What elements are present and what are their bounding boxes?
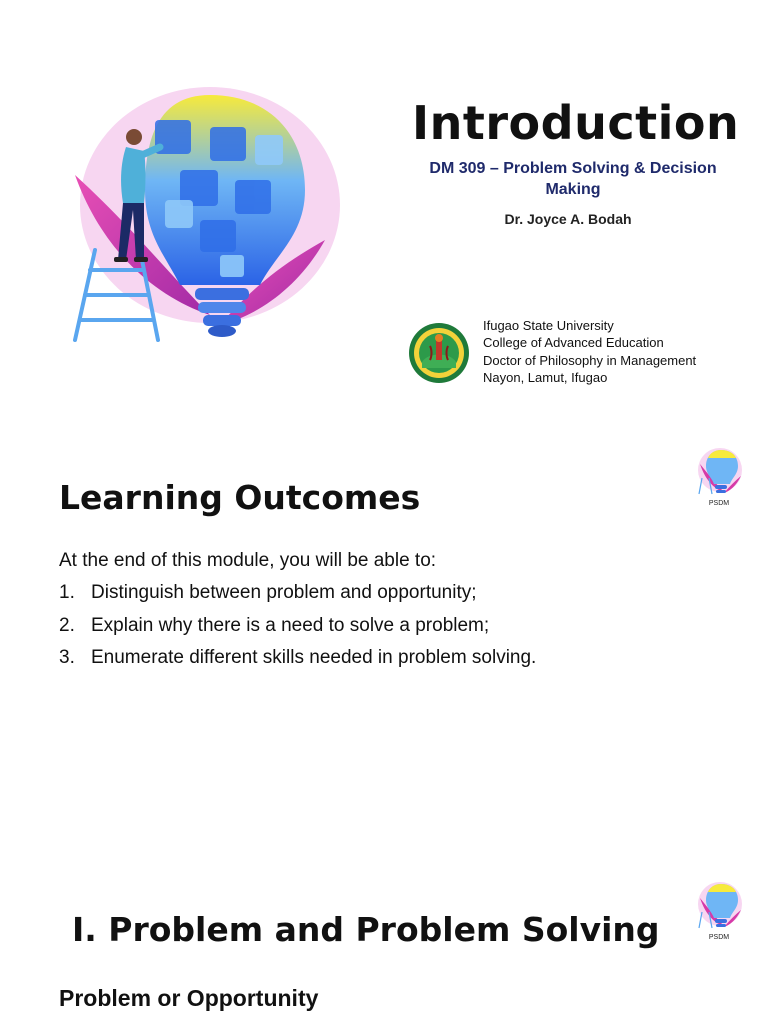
course-subtitle: DM 309 – Problem Solving & Decision Making [429, 160, 717, 198]
university-seal-logo [408, 322, 470, 384]
psdm-logo [694, 444, 744, 510]
list-item-text: Distinguish between problem and opportunity; [91, 582, 477, 603]
psdm-logo [694, 878, 744, 944]
list-item-number: 3. [59, 647, 75, 668]
list-item [59, 615, 536, 648]
list-item [59, 647, 536, 680]
institution-line: College of Advanced Education [483, 335, 664, 351]
list-item [59, 582, 536, 615]
subsection-heading: Problem or Opportunity [59, 985, 319, 1011]
institution-line: Nayon, Lamut, Ifugao [483, 370, 608, 386]
psdm-logo-caption: PSDM [708, 500, 730, 507]
institution-info [483, 317, 696, 387]
list-item-text: Explain why there is a need to solve a problem; [91, 614, 490, 636]
lightbulb-puzzle-illustration [60, 85, 340, 350]
institution-line: Ifugao State University [483, 318, 614, 333]
institution-line: Doctor of Philosophy in Management [483, 352, 697, 368]
section-heading: I. Problem and Problem Solving [72, 910, 660, 949]
list-item-number: 1. [59, 582, 75, 603]
author-name: Dr. Joyce A. Bodah [504, 211, 632, 227]
slide-title: Introduction [412, 96, 740, 150]
list-item-number: 2. [59, 614, 75, 636]
learning-outcomes-heading: Learning Outcomes [59, 478, 421, 517]
learning-outcomes-list [59, 582, 536, 680]
learning-outcomes-intro: At the end of this module, you will be able to: [59, 550, 437, 571]
psdm-logo-caption: PSDM [708, 934, 730, 941]
list-item-text: Enumerate different skills needed in problem solving. [91, 647, 537, 668]
